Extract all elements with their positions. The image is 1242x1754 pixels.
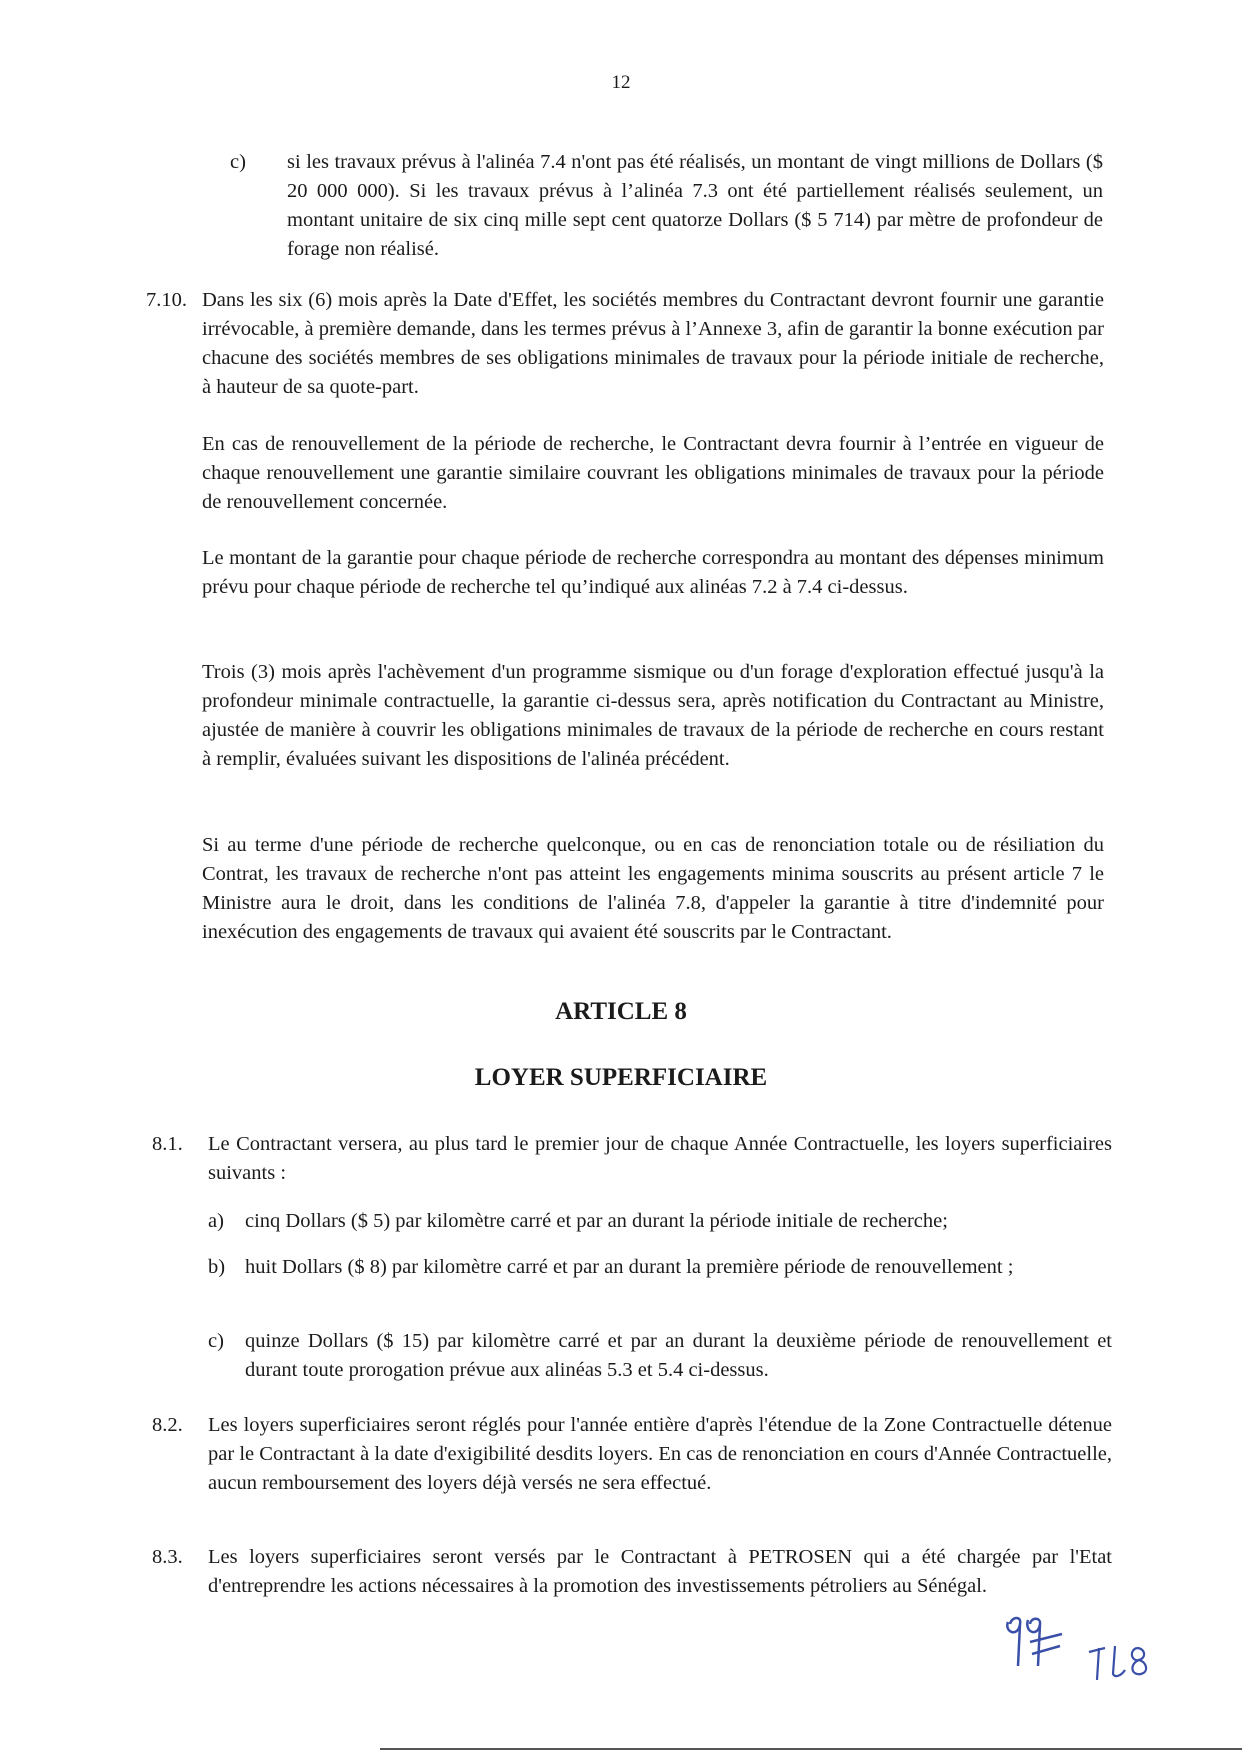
item-c-text: si les travaux prévus à l'alinéa 7.4 n'ont pas été réalisés, un montant de vingt millions de Dollars ($ 20 000 000). Si les travaux prévus à l’alinéa 7.3 ont été partiellement réalisés seulement, un montant unitaire de six cinq mille sept cent quatorze Dollars ($ 5 714) par mètre de profondeur de forage non réalisé. <box>287 151 1103 260</box>
section-8-2-text: Les loyers superficiaires seront réglés pour l'année entière d'après l'étendue de la Zone Contractuelle détenue par le Contractant à la date d'exigibilité desdits loyers. En cas de renonciation en cours d'Année Contractuelle, aucun remboursement des loyers déjà versés ne sera effectué. <box>208 1414 1112 1494</box>
item-b-text: huit Dollars ($ 8) par kilomètre carré et par an durant la première période de renouvellement ; <box>245 1256 1014 1278</box>
section-number-8-2: 8.2. <box>152 1414 183 1436</box>
section-number-8-1: 8.1. <box>152 1133 183 1155</box>
section-7-10-paragraph-5: Si au terme d'une période de recherche quelconque, ou en cas de renonciation totale ou de résiliation du Contrat, les travaux de recherche n'ont pas atteint les engagements minima souscrits au présent article 7 le Ministre aura le droit, dans les conditions de l'alinéa 7.8, d'appeler la garantie à titre d'indemnité pour inexécution des engagements de travaux qui avaient été souscrits par le Contractant. <box>202 834 1104 943</box>
item-label: b) <box>208 1256 226 1278</box>
bottom-rule <box>380 1748 1242 1750</box>
item-label: a) <box>208 1210 224 1232</box>
article-title: LOYER SUPERFICIAIRE <box>474 1064 768 1091</box>
article-heading: ARTICLE 8 <box>555 998 687 1025</box>
handwritten-initials-icon <box>1085 1640 1155 1690</box>
section-7-10-paragraph-2: En cas de renouvellement de la période de recherche, le Contractant devra fournir à l’entrée en vigueur de chaque renouvellement une garantie similaire couvrant les obligations minimales de travaux pour la période de renouvellement concernée. <box>202 433 1104 513</box>
section-8-1-intro: Le Contractant versera, au plus tard le premier jour de chaque Année Contractuelle, les loyers superficiaires suivants : <box>208 1133 1112 1184</box>
item-c-text: quinze Dollars ($ 15) par kilomètre carré et par an durant la deuxième période de renouvellement et durant toute prorogation prévue aux alinéas 5.3 et 5.4 ci-dessus. <box>245 1330 1112 1381</box>
section-7-10-paragraph-4: Trois (3) mois après l'achèvement d'un programme sismique ou d'un forage d'exploration effectué jusqu'à la profondeur minimale contractuelle, la garantie ci-dessus sera, après notification du Contractant au Ministre, ajustée de manière à couvrir les obligations minimales de travaux de la période de recherche en cours restant à remplir, évaluées suivant les dispositions de l'alinéa précédent. <box>202 661 1104 770</box>
section-8-3-text: Les loyers superficiaires seront versés par le Contractant à PETROSEN qui a été chargée par l'Etat d'entreprendre les actions nécessaires à la promotion des investissements pétroliers au Sénégal. <box>208 1546 1112 1597</box>
page-number: 12 <box>611 72 631 93</box>
handwritten-initials-icon <box>1000 1612 1070 1672</box>
section-7-10-paragraph-3: Le montant de la garantie pour chaque période de recherche correspondra au montant des dépenses minimum prévu pour chaque période de recherche tel qu’indiqué aux alinéas 7.2 à 7.4 ci-dessus. <box>202 547 1104 598</box>
item-label: c) <box>208 1330 224 1352</box>
section-number-8-3: 8.3. <box>152 1546 183 1568</box>
item-label: c) <box>230 151 246 173</box>
item-a-text: cinq Dollars ($ 5) par kilomètre carré et par an durant la période initiale de recherche; <box>245 1210 948 1232</box>
section-number-7-10: 7.10. <box>146 289 187 311</box>
section-7-10-paragraph-1: Dans les six (6) mois après la Date d'Effet, les sociétés membres du Contractant devront fournir une garantie irrévocable, à première demande, dans les termes prévus à l’Annexe 3, afin de garantir la bonne exécution par chacune des sociétés membres de ses obligations minimales de travaux pour la période initiale de recherche, à hauteur de sa quote-part. <box>202 289 1104 398</box>
